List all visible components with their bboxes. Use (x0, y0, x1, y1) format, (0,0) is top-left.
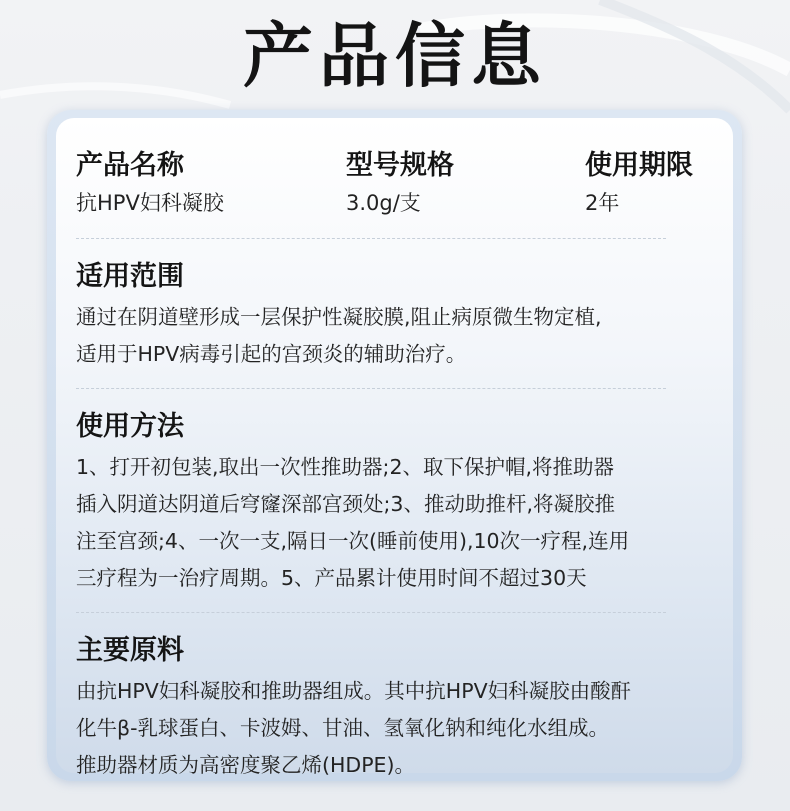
section-line: 通过在阴道壁形成一层保护性凝胶膜,阻止病原微生物定植, (76, 305, 602, 329)
spec-model (346, 146, 454, 220)
section-scope (76, 239, 711, 373)
info-card (56, 118, 733, 777)
section-line: 三疗程为一治疗周期。5、产品累计使用时间不超过30天 (76, 566, 587, 590)
section-line: 适用于HPV病毒引起的宫颈炎的辅助治疗。 (76, 342, 467, 366)
page-title: 产品信息 (243, 15, 547, 97)
section-line: 注至宫颈;4、一次一支,隔日一次(睡前使用),10次一疗程,连用 (76, 529, 630, 553)
section-line: 1、打开初包装,取出一次性推助器;2、取下保护帽,将推助器 (76, 455, 615, 479)
spec-value: 抗HPV妇科凝胶 (76, 191, 224, 215)
spec-product-name (76, 146, 224, 220)
section-usage (76, 389, 711, 597)
spec-label: 使用期限 (585, 150, 693, 181)
spec-row (76, 146, 711, 226)
spec-value: 3.0g/支 (346, 191, 421, 215)
section-body (76, 449, 711, 597)
section-title: 适用范围 (76, 261, 184, 292)
section-ingredients (76, 613, 711, 784)
spec-label: 产品名称 (76, 150, 184, 181)
section-line: 化牛β-乳球蛋白、卡波姆、甘油、氢氧化钠和纯化水组成。 (76, 716, 609, 740)
spec-value: 2年 (585, 191, 620, 215)
section-title: 主要原料 (76, 635, 184, 666)
section-title: 使用方法 (76, 411, 184, 442)
section-line: 推助器材质为高密度聚乙烯(HDPE)。 (76, 753, 416, 777)
spec-label: 型号规格 (346, 150, 454, 181)
section-body (76, 299, 711, 373)
section-body (76, 673, 711, 784)
section-line: 插入阴道达阴道后穹窿深部宫颈处;3、推动助推杆,将凝胶推 (76, 492, 615, 516)
spec-shelf-life (585, 146, 693, 220)
section-line: 由抗HPV妇科凝胶和推助器组成。其中抗HPV妇科凝胶由酸酐 (76, 679, 632, 703)
